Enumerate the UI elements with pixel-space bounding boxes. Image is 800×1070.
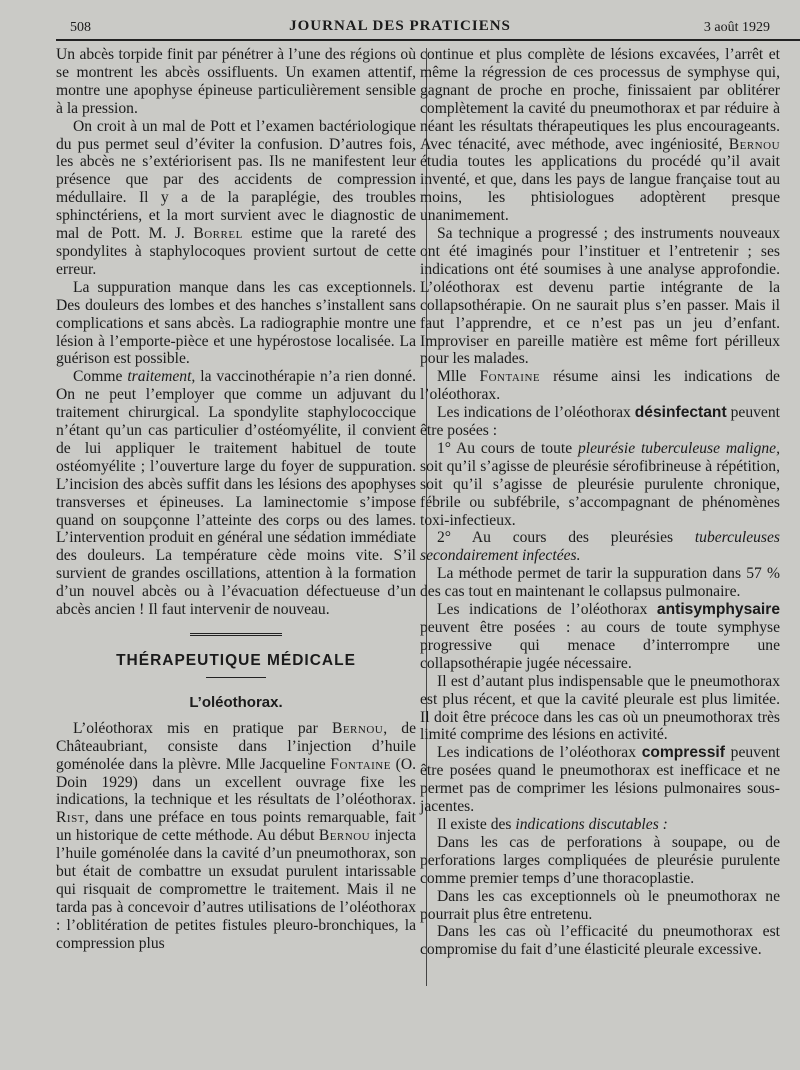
running-header: [0, 14, 800, 40]
paragraph: Dans les cas de perforations à soupape, ou de perforations larges compliquées de pleurésie purulente comme premier temps d’une thoracoplastie.: [420, 833, 780, 887]
page-number: 508: [70, 20, 91, 35]
paragraph: La suppuration manque dans les cas exceptionnels. Des douleurs des lombes et des hanches s’installent sans complications et sans abcès. La radiographie montre une lésion à l’emporte-pièce et une hypérostose localisée. La guérison est possible.: [56, 278, 416, 368]
paragraph: On croit à un mal de Pott et l’examen bactériologique du pus permet seul d’éviter la confusion. D’autres fois, les abcès ne s’extériorisent pas. Ils ne manifestent leur présence que par des accidents de compression médullaire. Il y a de la paraplégie, des troubles sphinctériens, et la mort survient avec le diagnostic de mal de Pott. M. J. Borrel estime que la rareté des spondylites à staphylocoques provient surtout de cette erreur.: [56, 117, 416, 278]
paragraph: 2° Au cours des pleurésies tuberculeuses secondairement infectées.: [420, 529, 780, 565]
section-title: THÉRAPEUTIQUE MÉDICALE: [116, 652, 356, 669]
issue-date: 3 août 1929: [703, 20, 770, 35]
section-separator: [190, 633, 282, 636]
journal-title: JOURNAL DES PRATICIENS: [289, 18, 511, 34]
paragraph: Comme traitement, la vaccinothérapie n’a rien donné. On ne peut l’employer que comme un adjuvant du traitement chirurgical. La spondylite staphylococcique n’étant qu’un cas particulier d’ostéomyélite, il convient de lui appliquer le traitement habituel de toute ostéomyélite ; l’ouverture large du foyer de suppuration. L’incision des abcès suffit dans les lésions des apophyses transverses et épineuses. La laminectomie s’impose quand on soupçonne l’atteinte des corps ou des lames. L’intervention produit en général une sédation immédiate des douleurs. La température cède moins vite. S’il survient de grandes oscillations, attention à la formation d’un nouvel abcès ou à l’évacuation défectueuse d’un abcès ancien ! Il faut intervenir de nouveau.: [56, 368, 416, 619]
paragraph: L’oléothorax mis en pratique par Bernou, de Châteaubriant, consiste dans l’injection d’huile goménolée dans la plèvre. Mlle Jacqueline Fontaine (O. Doin 1929) dans un excellent ouvrage fixe les indications, la technique et les résultats de l’oléothorax. Rist, dans une préface en tous points remarquable, fait un historique de cette méthode. Au début Bernou injecta l’huile goménolée dans la cavité d’un pneumothorax, son but était de combattre un exsudat purulent intarissable qui risquait de compromettre le traitement. Mais il ne tarda pas à concevoir d’autres utilisations de l’oléothorax : l’oblitération de petites fistules pleuro-bronchiques, la compression plus: [56, 719, 416, 952]
paragraph: La méthode permet de tarir la suppuration dans 57 % des cas tout en maintenant le collapsus pulmonaire.: [420, 565, 780, 601]
paragraph: Sa technique a progressé ; des instruments nouveaux ont été imaginés pour l’instituer et l’entretenir ; ses indications ont été soumises à une analyse approfondie. L’oléothorax est devenu partie intégrante de la collapsothérapie. On ne saurait plus s’en passer. Mais il faut l’apprendre, et ce n’est pas un jeu d’enfant. Improviser en pareille matière est même fort périlleux pour les malades.: [420, 225, 780, 368]
article-title: L’oléothorax.: [189, 693, 283, 711]
header-rule: [56, 39, 800, 41]
paragraph: Les indications de l’oléothorax désinfectant peuvent être posées :: [420, 404, 780, 440]
paragraph: continue et plus complète de lésions excavées, l’arrêt et même la régression de ces processus de symphyse qui, gagnant de proche en proche, finissaient par oblitérer complètement la cavité du pneumothorax et par réduire à néant les résultats thérapeutiques les plus encourageants. Avec ténacité, avec méthode, avec ingéniosité, Bernou étudia toutes les applications du procédé qu’il avait inventé, et que, dans les pays de langue française tout au moins, les phtisiologues adoptèrent presque unanimement.: [420, 46, 781, 225]
paragraph: Dans les cas où l’efficacité du pneumothorax est compromise du fait d’une élasticité pleurale excessive.: [420, 923, 780, 959]
paragraph: 1° Au cours de toute pleurésie tuberculeuse maligne, soit qu’il s’agisse de pleurésie sérofibrineuse à répétition, soit qu’il s’agisse de pleurésie purulente chronique, fébrile ou subfébrile, s’accompagnant de phénomènes toxi-infectieux.: [420, 439, 780, 529]
left-column: [56, 46, 416, 953]
paragraph: Les indications de l’oléothorax compressif peuvent être posées quand le pneumothorax est inefficace et ne permet pas de comprimer les lésions pulmonaires sous-jacentes.: [420, 744, 781, 816]
paragraph: Il est d’autant plus indispensable que le pneumothorax est plus récent, et que la cavité pleurale est plus limitée. Il doit être précoce dans les cas où un pneumothorax très limité comprime des lésions en activité.: [420, 672, 780, 744]
right-column: [420, 46, 780, 959]
paragraph: Mlle Fontaine résume ainsi les indications de l’oléothorax.: [420, 368, 780, 404]
paragraph: Les indications de l’oléothorax antisymphysaire peuvent être posées : au cours de toute symphyse progressive qui menace d’interrompre une collapsothérapie jugée nécessaire.: [420, 601, 780, 672]
paragraph: Dans les cas exceptionnels où le pneumothorax ne pourrait plus être entretenu.: [420, 887, 780, 923]
section-rule: [206, 677, 266, 678]
paragraph: Un abcès torpide finit par pénétrer à l’une des régions où se montrent les abcès ossifluents. Un examen attentif, montre une apophyse épineuse particulièrement sensible à la pression.: [56, 46, 416, 117]
paragraph: Il existe des indications discutables :: [437, 815, 668, 833]
